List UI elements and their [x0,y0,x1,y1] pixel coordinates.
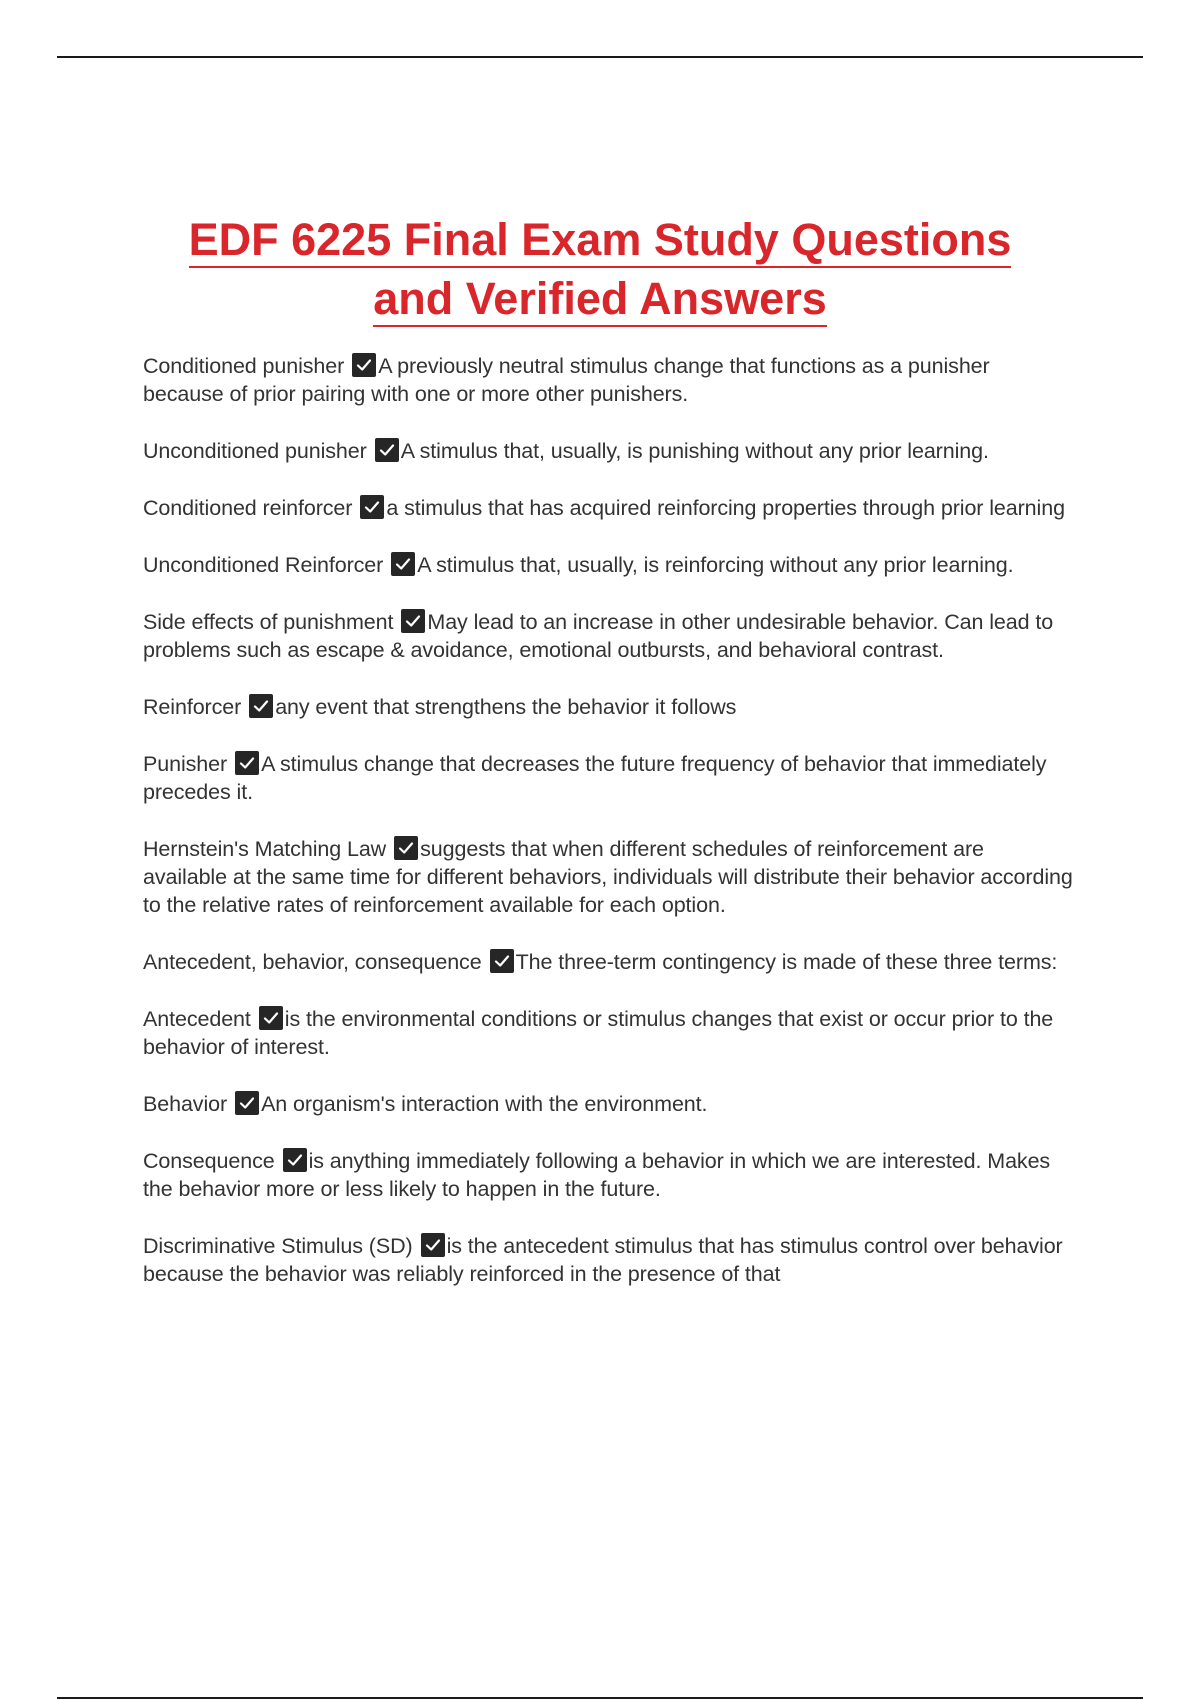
entry-definition: is anything immediately following a behavior in which we are interested. Makes the behavior more or less likely to happen in the future. [143,1149,1051,1201]
checkbox-checked-icon [375,438,399,462]
entry-term: Antecedent [143,1007,251,1031]
checkbox-checked-icon [421,1233,445,1257]
title-line-1: EDF 6225 Final Exam Study Questions [189,215,1012,268]
entry [143,1232,1073,1288]
title-line-2: and Verified Answers [373,274,827,327]
entry-definition: is the environmental conditions or stimulus changes that exist or occur prior to the behavior of interest. [143,1007,1054,1059]
entry-definition: May lead to an increase in other undesirable behavior. Can lead to problems such as escape & avoidance, emotional outbursts, and behavioral contrast. [143,610,1054,662]
entry-term: Unconditioned punisher [143,439,367,463]
entry [143,352,1073,408]
top-rule [57,56,1143,58]
checkbox-checked-icon [283,1148,307,1172]
entry-term: Punisher [143,752,228,776]
checkbox-checked-icon [394,836,418,860]
entry-definition: A stimulus change that decreases the future frequency of behavior that immediately precedes it. [143,752,1047,804]
entry [143,1147,1073,1203]
checkbox-checked-icon [391,552,415,576]
entry-term: Hernstein's Matching Law [143,837,387,861]
entry [143,948,1073,976]
entry-definition: A previously neutral stimulus change that functions as a punisher because of prior pairing with one or more other punishers. [143,354,990,406]
entry [143,1090,1073,1118]
entry-term: Conditioned reinforcer [143,496,353,520]
entry-definition: The three-term contingency is made of these three terms: [515,950,1058,974]
checkbox-checked-icon [352,353,376,377]
entry [143,835,1073,919]
entry-definition: suggests that when different schedules of reinforcement are available at the same time for different behaviors, individuals will distribute their behavior according to the relative rates of reinforcement available for each option. [143,837,1073,917]
entry [143,608,1073,664]
entry [143,1005,1073,1061]
checkbox-checked-icon [235,751,259,775]
entry-term: Conditioned punisher [143,354,345,378]
entry [143,750,1073,806]
entry-term: Unconditioned Reinforcer [143,553,384,577]
entry-term: Antecedent, behavior, consequence [143,950,482,974]
entry-term: Side effects of punishment [143,610,394,634]
entry [143,494,1073,522]
checkbox-checked-icon [249,694,273,718]
entry [143,551,1073,579]
entry-term: Behavior [143,1092,228,1116]
entry-definition: An organism's interaction with the environment. [261,1092,708,1116]
entry-definition: A stimulus that, usually, is punishing without any prior learning. [400,439,989,463]
checkbox-checked-icon [235,1091,259,1115]
checkbox-checked-icon [360,495,384,519]
document-title [100,212,1100,330]
entry-term: Reinforcer [143,695,242,719]
entry-term: Consequence [143,1149,275,1173]
entry-term: Discriminative Stimulus (SD) [143,1234,413,1258]
entry [143,693,1073,721]
bottom-rule [57,1697,1143,1699]
checkbox-checked-icon [490,949,514,973]
checkbox-checked-icon [259,1006,283,1030]
entry-definition: any event that strengthens the behavior it follows [275,695,737,719]
entry-definition: a stimulus that has acquired reinforcing properties through prior learning [386,496,1065,520]
entry-list [143,352,1073,1317]
entry [143,437,1073,465]
entry-definition: is the antecedent stimulus that has stimulus control over behavior because the behavior was reliably reinforced in the presence of that [143,1234,1063,1286]
entry-definition: A stimulus that, usually, is reinforcing without any prior learning. [417,553,1014,577]
checkbox-checked-icon [401,609,425,633]
